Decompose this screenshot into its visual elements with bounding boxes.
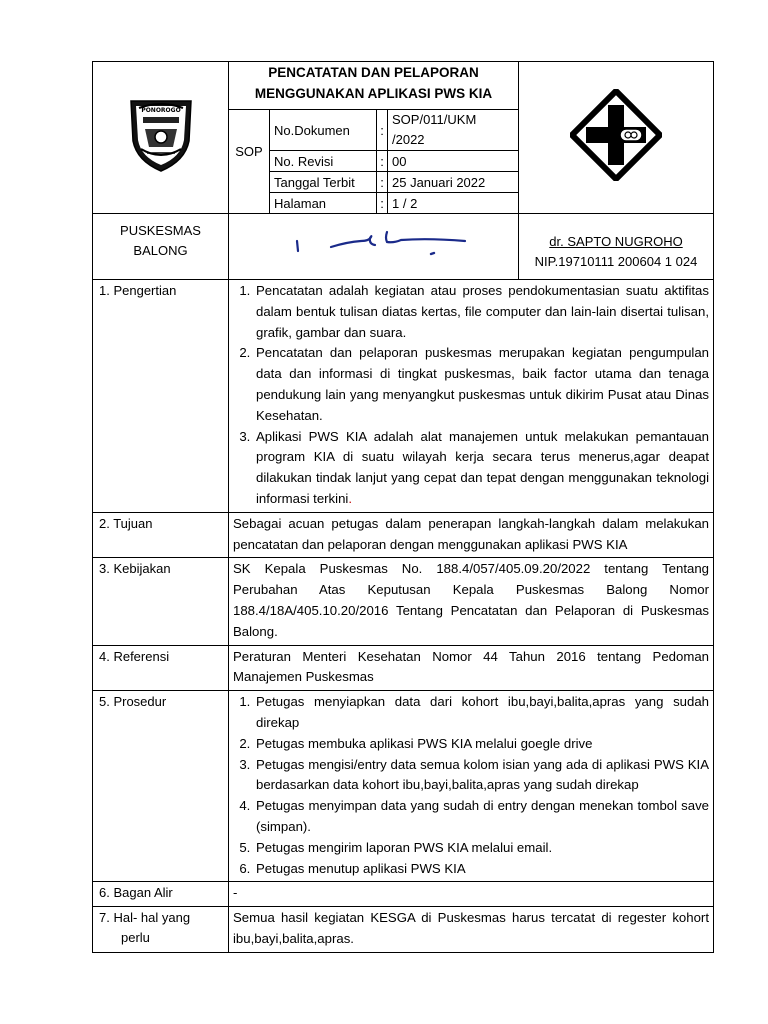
title-line-1: PENCATATAN DAN PELAPORAN xyxy=(268,65,479,80)
prosedur-list xyxy=(233,692,709,879)
meta-value-tanggal-terbit: 25 Januari 2022 xyxy=(388,172,519,193)
sop-table xyxy=(92,61,714,953)
ponorogo-regency-seal-icon xyxy=(125,95,197,175)
puskesmas-cross-logo-icon xyxy=(570,89,662,181)
section-content-prosedur xyxy=(229,691,714,882)
header-center-cell xyxy=(229,62,519,214)
meta-colon: : xyxy=(377,172,388,193)
section-content-kebijakan: SK Kepala Puskesmas No. 188.4/057/405.09.20/2022 tentang Tentang Perubahan Atas Keputusan Kepala Puskesmas Balong Nomor 188.4/18A/405.10.20/2016 Tentang Pencatatan dan Pelaporan di Puskesmas Balong. xyxy=(229,558,714,645)
org-name-line-2: BALONG xyxy=(133,243,188,258)
meta-label-no-dokumen: No.Dokumen xyxy=(270,110,377,151)
left-logo-cell xyxy=(93,62,229,214)
seal-text: PONOROGO xyxy=(140,107,181,114)
sop-document xyxy=(92,61,713,953)
meta-value-no-revisi: 00 xyxy=(388,151,519,172)
meta-value-no-dokumen-1: SOP/011/UKM xyxy=(392,112,477,127)
list-item: 2. Pencatatan dan pelaporan puskesmas merupakan kegiatan pengumpulan data dan informasi di tingkat puskesmas, baik factor utama dan tenaga pendukung lain yang menyangkut puskesmas untuk dikirim Pusat atau Dinas Kesehatan. xyxy=(254,343,709,426)
pengertian-list xyxy=(233,281,709,510)
list-item xyxy=(254,427,709,510)
section-content-bagan-alir: - xyxy=(229,882,714,907)
meta-value-halaman: 1 / 2 xyxy=(388,193,519,214)
list-item: 5. Petugas mengirim laporan PWS KIA melalui email. xyxy=(254,838,709,859)
org-name-line-1: PUSKESMAS xyxy=(120,223,201,238)
title-line-2: MENGGUNAKAN APLIKASI PWS KIA xyxy=(254,86,493,101)
section-label-line-2: perlu xyxy=(121,930,150,946)
meta-label-no-revisi: No. Revisi xyxy=(270,151,377,172)
right-logo-cell xyxy=(519,62,714,214)
handwritten-signature-icon xyxy=(229,214,519,269)
document-meta-table xyxy=(229,109,518,213)
meta-colon: : xyxy=(377,193,388,214)
section-label-pengertian: 1. Pengertian xyxy=(93,280,229,513)
approver-nip: NIP.19710111 200604 1 024 xyxy=(534,253,698,269)
section-label-kebijakan: 3. Kebijakan xyxy=(93,558,229,645)
section-content-tujuan: Sebagai acuan petugas dalam penerapan langkah-langkah dalam melakukan pencatatan dan pelaporan dengan menggunakan aplikasi PWS KIA xyxy=(229,512,714,558)
section-content-hal-perlu: Semua hasil kegiatan KESGA di Puskesmas harus tercatat di regester kohort ibu,bayi,balita,apras. xyxy=(229,907,714,953)
signature-cell xyxy=(229,214,519,280)
list-item: 2. Petugas membuka aplikasi PWS KIA melalui goegle drive xyxy=(254,734,709,755)
list-item: 3. Petugas mengisi/entry data semua kolom isian yang ada di aplikasi PWS KIA berdasarkan data kohort ibu,bayi,balita,apras yang sudah direkap xyxy=(254,755,709,797)
list-item: 1. Petugas menyiapkan data dari kohort ibu,bayi,balita,apras yang sudah direkap xyxy=(254,692,709,734)
section-content-referensi: Peraturan Menteri Kesehatan Nomor 44 Tahun 2016 tentang Pedoman Manajemen Puskesmas xyxy=(229,645,714,691)
section-label-bagan-alir: 6. Bagan Alir xyxy=(93,882,229,907)
section-label-line-1: 7. Hal- hal yang xyxy=(99,910,191,926)
list-item: 1. Pencatatan adalah kegiatan atau proses pendokumentasian suatu aktifitas dalam bentuk tulisan diatas kertas, file computer dan lain-lain disertai tulisan, grafik, gambar dan suara. xyxy=(254,281,709,343)
section-label-referensi: 4. Referensi xyxy=(93,645,229,691)
section-label-hal-perlu xyxy=(93,907,229,953)
list-item: 6. Petugas menutup aplikasi PWS KIA xyxy=(254,859,709,880)
section-label-prosedur: 5. Prosedur xyxy=(93,691,229,882)
meta-value-no-dokumen-2: /2022 xyxy=(392,132,425,147)
sop-label: SOP xyxy=(229,110,270,214)
approver-name: dr. SAPTO NUGROHO xyxy=(549,233,683,249)
organization-cell xyxy=(93,214,229,280)
list-item-text: Aplikasi PWS KIA adalah alat manajemen untuk melakukan pemantauan program KIA di suatu wilayah kerja secara terus menerus,agar deapat dilakukan tindak lanjut yang cepat dan tepat dengan menggunakan teknologi informasi terkini xyxy=(256,428,709,506)
list-item-end: . xyxy=(348,490,353,506)
meta-colon: : xyxy=(377,151,388,172)
meta-label-tanggal-terbit: Tanggal Terbit xyxy=(270,172,377,193)
list-item: 4. Petugas menyimpan data yang sudah di entry dengan menekan tombol save (simpan). xyxy=(254,796,709,838)
section-content-pengertian xyxy=(229,280,714,513)
meta-colon: : xyxy=(377,110,388,151)
meta-label-halaman: Halaman xyxy=(270,193,377,214)
approver-cell xyxy=(519,214,714,280)
section-label-tujuan: 2. Tujuan xyxy=(93,512,229,558)
